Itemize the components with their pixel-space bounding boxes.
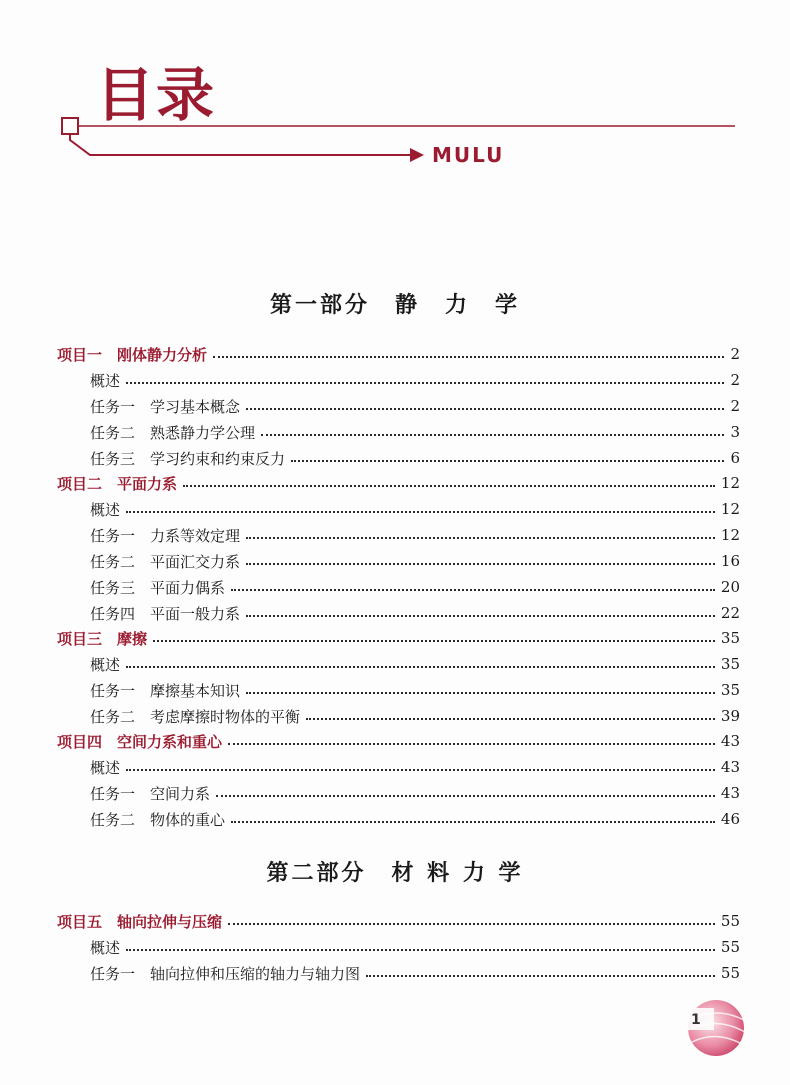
toc-entry-label: 任务二 熟悉静力学公理 [90,423,256,442]
part-title-2: 第二部分 材 料 力 学 [266,860,524,886]
toc-entry-label: 项目五 轴向拉伸与压缩 [57,912,223,931]
toc-entry-label: 概述 [90,655,121,674]
toc-entry-label: 项目三 摩擦 [57,629,148,648]
toc-entry-label: 任务一 轴向拉伸和压缩的轴力与轴力图 [90,964,361,983]
toc-entry-page: 55 [720,912,740,930]
toc-entry-label: 任务一 摩擦基本知识 [90,681,241,700]
page-subtitle: MULU [432,143,505,167]
toc-entry-label: 任务三 平面力偶系 [90,578,226,597]
toc-entry-page: 43 [720,758,740,776]
toc-entry-page: 43 [720,784,740,802]
toc-entry-page: 12 [720,500,740,518]
toc-entry-page: 20 [720,578,740,596]
toc-entry-page: 55 [720,938,740,956]
toc-entry-page: 16 [720,552,740,570]
toc-entry-page: 35 [720,655,740,673]
toc-entry-label: 任务一 力系等效定理 [90,526,241,545]
toc-entry-label: 项目四 空间力系和重心 [57,732,223,751]
toc-entry-label: 概述 [90,500,121,519]
page-title: 目录 [96,61,217,129]
page-number: 1 [691,1012,701,1028]
toc-entry-label: 项目一 刚体静力分析 [57,345,208,364]
toc-entry-page: 22 [720,604,740,622]
toc-entry-label: 任务二 物体的重心 [90,810,226,829]
toc-entry-page: 35 [720,629,740,647]
toc-entry-page: 35 [720,681,740,699]
toc-entry-label: 概述 [90,371,121,390]
toc-entry-page: 12 [720,526,740,544]
toc-entry-label: 任务四 平面一般力系 [90,604,241,623]
toc-entry-label: 任务三 学习约束和约束反力 [90,449,286,468]
toc-entry-page: 2 [730,371,740,389]
toc-entry-label: 任务二 考虑摩擦时物体的平衡 [90,707,301,726]
toc-entry-page: 55 [720,964,740,982]
toc-entry-page: 46 [720,810,740,828]
toc-entry-label: 概述 [90,758,121,777]
toc-entry-label: 任务一 学习基本概念 [90,397,241,416]
toc-entry-page: 3 [730,423,740,441]
toc-entry-page: 43 [720,732,740,750]
toc-entry-page: 2 [730,397,740,415]
toc-entry-page: 12 [720,474,740,492]
toc-entry-page: 2 [730,345,740,363]
toc-entry-label: 任务一 空间力系 [90,784,211,803]
toc-entry-label: 任务二 平面汇交力系 [90,552,241,571]
toc-entry-label: 概述 [90,938,121,957]
part-title-1: 第一部分 静 力 学 [269,292,520,318]
toc-entry-page: 6 [730,449,740,467]
toc-entry-label: 项目二 平面力系 [57,474,178,493]
toc-entry-page: 39 [720,707,740,725]
